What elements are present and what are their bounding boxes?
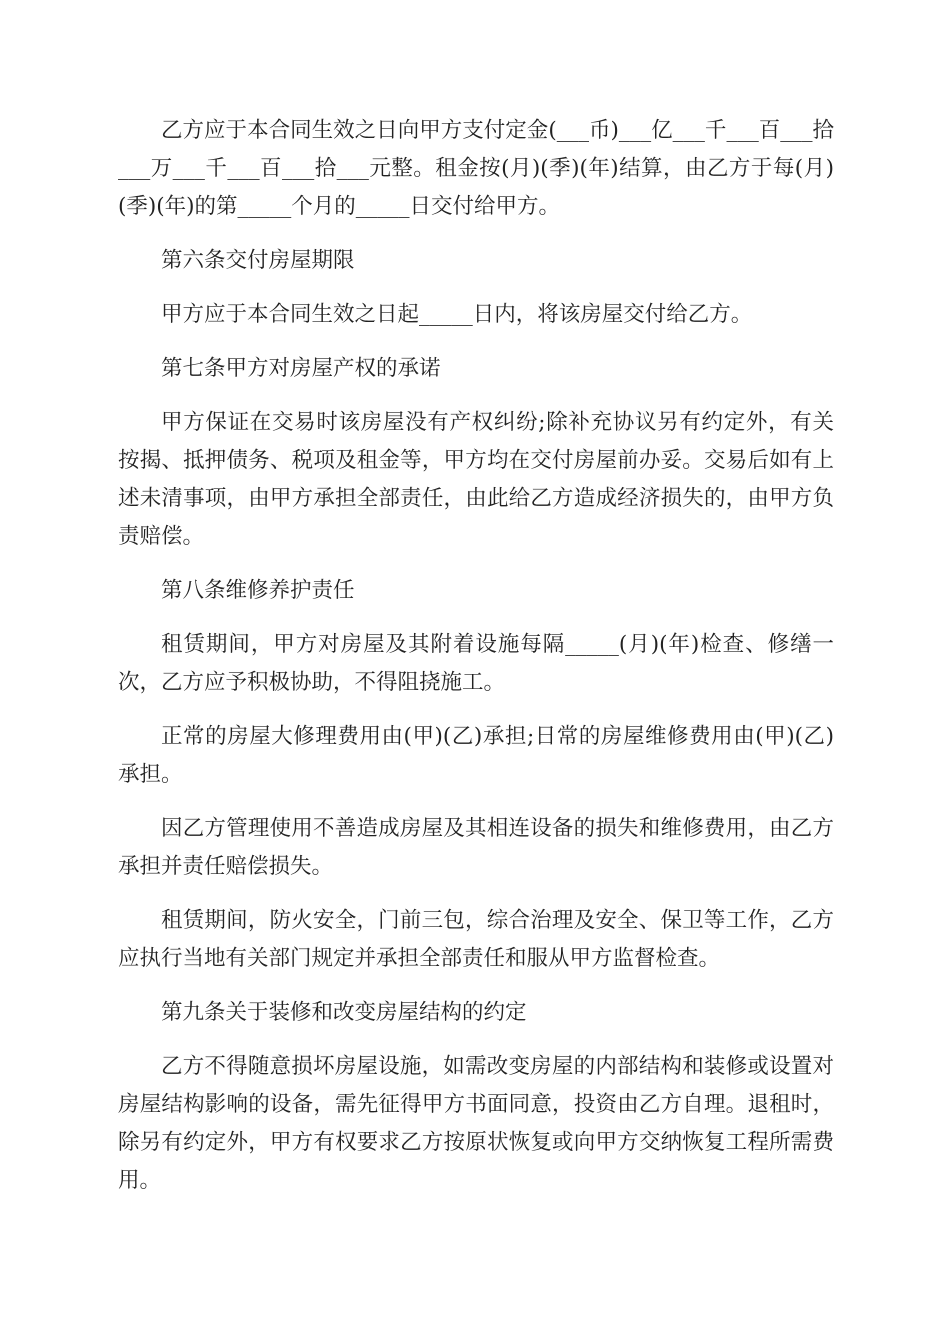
document-body bbox=[118, 112, 834, 1216]
paragraph-repair-costs: 正常的房屋大修理费用由(甲)(乙)承担;日常的房屋维修费用由(甲)(乙)承担。 bbox=[118, 724, 834, 787]
heading-article-8: 第八条维修养护责任 bbox=[161, 578, 355, 603]
paragraph-renovation: 乙方不得随意损坏房屋设施，如需改变房屋的内部结构和装修或设置对房屋结构影响的设备，需先征得甲方书面同意，投资由乙方自理。退租时，除另有约定外，甲方有权要求乙方按原状恢复或向甲方交纳恢复工程所需费用。 bbox=[118, 1054, 834, 1193]
heading-article-6: 第六条交付房屋期限 bbox=[161, 248, 355, 273]
heading-article-9: 第九条关于装修和改变房屋结构的约定 bbox=[161, 1000, 527, 1025]
paragraph-inspection: 租赁期间，甲方对房屋及其附着设施每隔_____(月)(年)检查、修缮一次，乙方应予积极协助，不得阻挠施工。 bbox=[118, 632, 834, 695]
paragraph-deposit-rent: 乙方应于本合同生效之日向甲方支付定金(___币)___亿___千___百___拾___万___千___百___拾___元整。租金按(月)(季)(年)结算，由乙方于每(月)(季)(年)的第_____个月的_____日交付给甲方。 bbox=[118, 118, 834, 219]
paragraph-delivery-period: 甲方应于本合同生效之日起_____日内，将该房屋交付给乙方。 bbox=[161, 302, 753, 327]
paragraph-damage-liability: 因乙方管理使用不善造成房屋及其相连设备的损失和维修费用，由乙方承担并责任赔偿损失。 bbox=[118, 816, 834, 879]
paragraph-safety: 租赁期间，防火安全，门前三包，综合治理及安全、保卫等工作，乙方应执行当地有关部门规定并承担全部责任和服从甲方监督检查。 bbox=[118, 908, 834, 971]
heading-article-7: 第七条甲方对房屋产权的承诺 bbox=[161, 356, 441, 381]
paragraph-property-rights: 甲方保证在交易时该房屋没有产权纠纷;除补充协议另有约定外，有关按揭、抵押债务、税项及租金等，甲方均在交付房屋前办妥。交易后如有上述未清事项，由甲方承担全部责任，由此给乙方造成经济损失的，由甲方负责赔偿。 bbox=[118, 410, 834, 549]
